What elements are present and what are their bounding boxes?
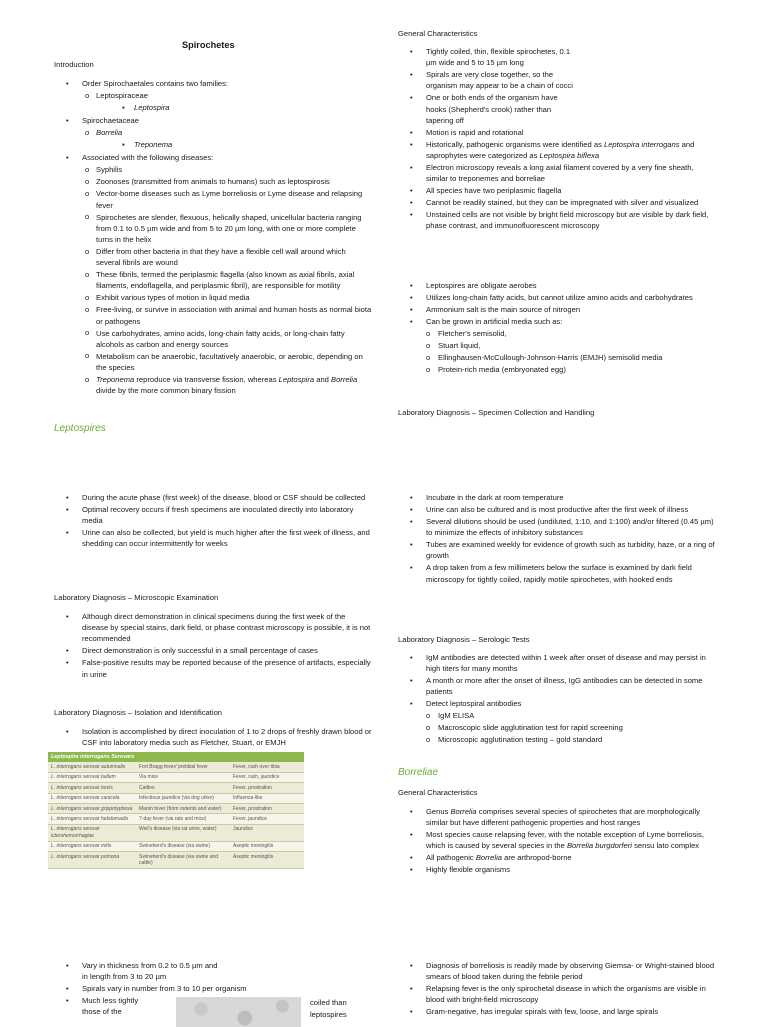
list-item: o Spirochetes are slender, flexuous, helically shaped, unicellular bacteria ranging from 0.1 to 0.5 µm wide and from 5 to 20 µm long, with one or more complete turns in the helix xyxy=(54,212,372,246)
list-item: o These fibrils, termed the periplasmic flagella (also known as axial fibrils, axial filaments, endoflagella, and periplasmic fibril), are responsible for motility xyxy=(54,269,372,291)
table-row xyxy=(48,793,304,803)
table-cell: Jaundice xyxy=(230,824,304,841)
microscopic-list xyxy=(54,611,372,681)
list-text: reproduce via transverse fission, whereas xyxy=(134,375,279,385)
table-cell: L. interrogans serovar autumnalis xyxy=(48,762,136,772)
list-item xyxy=(398,829,716,851)
table-row xyxy=(48,783,304,793)
list-item xyxy=(54,374,372,396)
species-text: Leptospira interrogans xyxy=(603,139,680,149)
side-text: coiled than xyxy=(310,998,347,1007)
table-cell: Swineherd's disease (via swine and cattle) xyxy=(136,852,230,869)
incubation-list xyxy=(398,492,716,586)
list-item: • Gram-negative, has irregular spirals with few, loose, and large spirals xyxy=(398,1006,716,1017)
table-cell: Swineherd's disease (via swine) xyxy=(136,841,230,851)
serologic-list xyxy=(398,652,716,746)
list-item: • Isolation is accomplished by direct inoculation of 1 to 2 drops of freshly drawn blood or CSF into laboratory media such as Fletcher, Stuart, or EMJH xyxy=(54,726,372,748)
section-heading-borreliae-general: General Characteristics xyxy=(398,788,478,797)
table-row xyxy=(48,852,304,869)
list-item: • Unstained cells are not visible by bright field microscopy but are visible by dark field, phase contrast, and immunofluorescent microscopy xyxy=(398,209,716,231)
microscopy-image xyxy=(176,997,301,1027)
section-heading-general-characteristics: General Characteristics xyxy=(398,29,478,38)
table-cell: Infectious jaundice (via dog urine) xyxy=(136,793,230,803)
list-item: • Relapsing fever is the only spirochetal disease in which the organisms are visible in blood with bright-field microscopy xyxy=(398,983,716,1005)
side-text: leptospires xyxy=(310,1010,347,1019)
list-item: o Stuart liquid, xyxy=(398,340,716,351)
list-item: • Associated with the following diseases: xyxy=(54,152,372,163)
species-text: Borrelia burgdorferi xyxy=(566,841,632,851)
table-cell: Marsh fever (from rodents and water) xyxy=(136,804,230,814)
table-row xyxy=(48,762,304,772)
list-item: • Utilizes long-chain fatty acids, but cannot utilize amino acids and carbohydrates xyxy=(398,292,716,303)
list-item: o Zoonoses (transmitted from animals to humans) such as leptospirosis xyxy=(54,176,372,187)
list-item: o Metabolism can be anaerobic, facultatively anaerobic, or aerobic, depending on the species xyxy=(54,351,372,373)
specimen-list xyxy=(54,492,372,550)
aerobe-list xyxy=(398,280,716,376)
table-cell: Influenza-like xyxy=(230,793,304,803)
list-item: • Urine can also be cultured and is most productive after the first week of illness xyxy=(398,504,716,515)
table-row xyxy=(48,804,304,814)
list-item: • Although direct demonstration in clinical specimens during the first week of the disease by special stains, dark field, or phase contrast microscopy is possible, it is not recommended xyxy=(54,611,372,645)
list-item: • False-positive results may be reported because of the presence of artifacts, especially in urine xyxy=(54,657,372,679)
list-item: o Vector-borne diseases such as Lyme borreliosis or Lyme disease and relapsing fever xyxy=(54,188,372,210)
section-heading-borreliae: Borreliae xyxy=(398,767,439,778)
list-text: and xyxy=(314,375,331,385)
list-item: • Detect leptospiral antibodies xyxy=(398,698,716,709)
list-item: o Differ from other bacteria in that they have a flexible cell wall around which several fibrils are wound xyxy=(54,246,372,268)
list-text: All pathogenic xyxy=(426,853,476,863)
table-cell: L. interrogans serovar pomona xyxy=(48,852,136,869)
table-cell: L. interrogans serovar icterohemorrhagiae xyxy=(48,824,136,841)
borreliae-list xyxy=(398,806,716,876)
list-item xyxy=(398,139,716,161)
list-item: • Direct demonstration is only successful in a small percentage of cases xyxy=(54,645,372,656)
list-item: • A month or more after the onset of illness, IgG antibodies can be detected in some patients xyxy=(398,675,716,697)
table-row xyxy=(48,824,304,841)
table-cell: Fort Bragg fever/ pretibial fever xyxy=(136,762,230,772)
table-row xyxy=(48,814,304,824)
list-item: o Macroscopic slide agglutination test for rapid screening xyxy=(398,722,716,733)
list-item: • All species have two periplasmic flagella xyxy=(398,185,716,196)
section-heading-specimen-collection: Laboratory Diagnosis – Specimen Collection and Handling xyxy=(398,408,595,417)
list-text: in length from 3 to 20 µm xyxy=(82,972,167,982)
table-cell: L. interrogans serovar hebdomadis xyxy=(48,814,136,824)
table-cell: L. interrogans serovar grippotyphosa xyxy=(48,804,136,814)
page-title: Spirochetes xyxy=(182,40,235,50)
list-item: o Syphilis xyxy=(54,164,372,175)
list-text: Vary in thickness from 0.2 to 0.5 µm and xyxy=(82,961,218,970)
genus-text: Treponema xyxy=(96,375,135,385)
table-cell: Fever, rash over tibia xyxy=(230,762,304,772)
genus-text: Borrelia xyxy=(331,375,358,385)
list-item: o Use carbohydrates, amino acids, long-chain fatty acids, or long-chain fatty alcohols as carbon and energy sources xyxy=(54,328,372,350)
list-item: ▪ Treponema xyxy=(54,139,372,150)
serovar-table xyxy=(48,752,304,869)
table-row xyxy=(48,841,304,851)
table-cell: L. interrogans serovar mitis xyxy=(48,841,136,851)
list-item: • Order Spirochaetales contains two families: xyxy=(54,78,372,89)
list-item xyxy=(398,852,716,863)
list-item xyxy=(398,806,716,828)
list-item: o Protein-rich media (embryonated egg) xyxy=(398,364,716,375)
list-item: ▪ Leptospira xyxy=(54,102,372,113)
table-body xyxy=(48,762,304,868)
list-item: • Spirals are very close together, so the organism may appear to be a chain of cocci xyxy=(398,69,716,91)
list-item: • Motion is rapid and rotational xyxy=(398,127,716,138)
list-text: and saprophytes were categorized as xyxy=(426,139,695,161)
section-heading-serologic: Laboratory Diagnosis – Serologic Tests xyxy=(398,635,530,644)
list-item: • IgM antibodies are detected within 1 week after onset of disease and may persist in high titers for many months xyxy=(398,652,716,674)
list-item: • Spirochaetaceae xyxy=(54,115,372,126)
list-item: o Exhibit various types of motion in liquid media xyxy=(54,292,372,303)
list-item: • Urine can also be collected, but yield is much higher after the first week of illness, and shedding can occur intermittently for weeks xyxy=(54,527,372,549)
table-cell: Aseptic meningitis xyxy=(230,841,304,851)
genus-text: Borrelia xyxy=(475,853,502,863)
isolation-list xyxy=(54,726,372,749)
borreliae-diagnosis-list xyxy=(398,960,716,1018)
section-heading-microscopic: Laboratory Diagnosis – Microscopic Examination xyxy=(54,593,219,602)
list-text: are arthropod-borne xyxy=(502,853,572,863)
list-item: • Ammonium salt is the main source of nitrogen xyxy=(398,304,716,315)
intro-list xyxy=(54,78,372,397)
list-item: • During the acute phase (first week) of the disease, blood or CSF should be collected xyxy=(54,492,372,503)
list-item: • A drop taken from a few millimeters below the surface is examined by dark field microscopy for tightly coiled, rapidly motile spirochetes, with hooked ends xyxy=(398,562,716,584)
table-cell: L. interrogans serovar bovis xyxy=(48,783,136,793)
table-row xyxy=(48,772,304,782)
table-cell: Cattles xyxy=(136,783,230,793)
table-cell: Fever, prostration xyxy=(230,783,304,793)
list-item: • One or both ends of the organism have hooks (Shepherd's crook) rather than tapering off xyxy=(398,92,716,126)
table-cell: Fever, jaundice xyxy=(230,814,304,824)
list-item: • Several dilutions should be used (undiluted, 1:10, and 1:100) and/or filtered (0.45 µm) to minimize the effects of inhibitory substances xyxy=(398,516,716,538)
table-cell: L. interrogans serovar ballum xyxy=(48,772,136,782)
list-item: • Can be grown in artificial media such as: xyxy=(398,316,716,327)
table-cell: Aseptic meningitis xyxy=(230,852,304,869)
list-item: o Leptospiraceae xyxy=(54,90,372,101)
list-item: • Tightly coiled, thin, flexible spirochetes, 0.1 µm wide and 5 to 15 µm long xyxy=(398,46,716,68)
list-text: Genus xyxy=(426,807,451,816)
list-item: • Tubes are examined weekly for evidence of growth such as turbidity, haze, or a ring of growth xyxy=(398,539,716,561)
list-item: o Fletcher's semisolid, xyxy=(398,328,716,339)
list-item: o Microscopic agglutination testing – gold standard xyxy=(398,734,716,745)
table-cell: Fever, rash, jaundice xyxy=(230,772,304,782)
list-item: • Incubate in the dark at room temperature xyxy=(398,492,716,503)
list-item: o Borrelia xyxy=(54,127,372,138)
list-item xyxy=(54,960,372,982)
list-item: • Optimal recovery occurs if fresh specimens are inoculated directly into laboratory media xyxy=(54,504,372,526)
list-item: • Highly flexible organisms xyxy=(398,864,716,875)
section-heading-leptospires: Leptospires xyxy=(54,423,106,434)
genus-text: Borrelia xyxy=(450,807,477,816)
table-cell: Fever, prostration xyxy=(230,804,304,814)
list-text: comprises several species of spirochetes that are morphologically similar but have different pathogenic properties and host ranges xyxy=(426,807,700,828)
list-text: sensu lato complex xyxy=(631,841,700,851)
genus-text: Leptospira xyxy=(278,375,315,385)
list-text: Historically, pathogenic organisms were identified as xyxy=(426,139,604,149)
list-item: • Diagnosis of borreliosis is readily made by observing Giemsa- or Wright-stained blood smears of blood taken during the febrile period xyxy=(398,960,716,982)
list-item: • Electron microscopy reveals a long axial filament covered by a very fine sheath, similar to treponemes and borreliae xyxy=(398,162,716,184)
list-text: divide by the more common binary fission xyxy=(96,386,236,396)
table-cell: 7-day fever (via rats and mice) xyxy=(136,814,230,824)
list-item: o Free-living, or survive in association with animal and human hosts as normal biota or pathogens xyxy=(54,304,372,326)
list-item: • Cannot be readily stained, but they can be impregnated with silver and visualized xyxy=(398,197,716,208)
table-cell: L. interrogans serovar canicola xyxy=(48,793,136,803)
list-item: o IgM ELISA xyxy=(398,710,716,721)
list-text: Much less tightly xyxy=(82,996,139,1006)
table-cell: Weil's disease (via rat urine, water) xyxy=(136,824,230,841)
list-item: • Spirals vary in number from 3 to 10 per organism xyxy=(54,983,372,994)
general-characteristics-list xyxy=(398,46,716,232)
list-text: those of the xyxy=(82,1007,122,1017)
section-heading-isolation: Laboratory Diagnosis – Isolation and Identification xyxy=(54,708,223,717)
list-item: o Ellinghausen-McCullough-Johnson-Harris (EMJH) semisolid media xyxy=(398,352,716,363)
list-item: • Leptospires are obligate aerobes xyxy=(398,280,716,291)
table-header: Leptospira interrogans Serovars xyxy=(48,752,304,762)
species-text: Leptospira biflexa xyxy=(539,151,600,161)
table-cell: Via mice xyxy=(136,772,230,782)
section-heading-introduction: Introduction xyxy=(54,60,94,69)
list-text: Most species cause relapsing fever, with the notable exception of Lyme borreliosis, which is caused by several species in the xyxy=(426,830,704,851)
